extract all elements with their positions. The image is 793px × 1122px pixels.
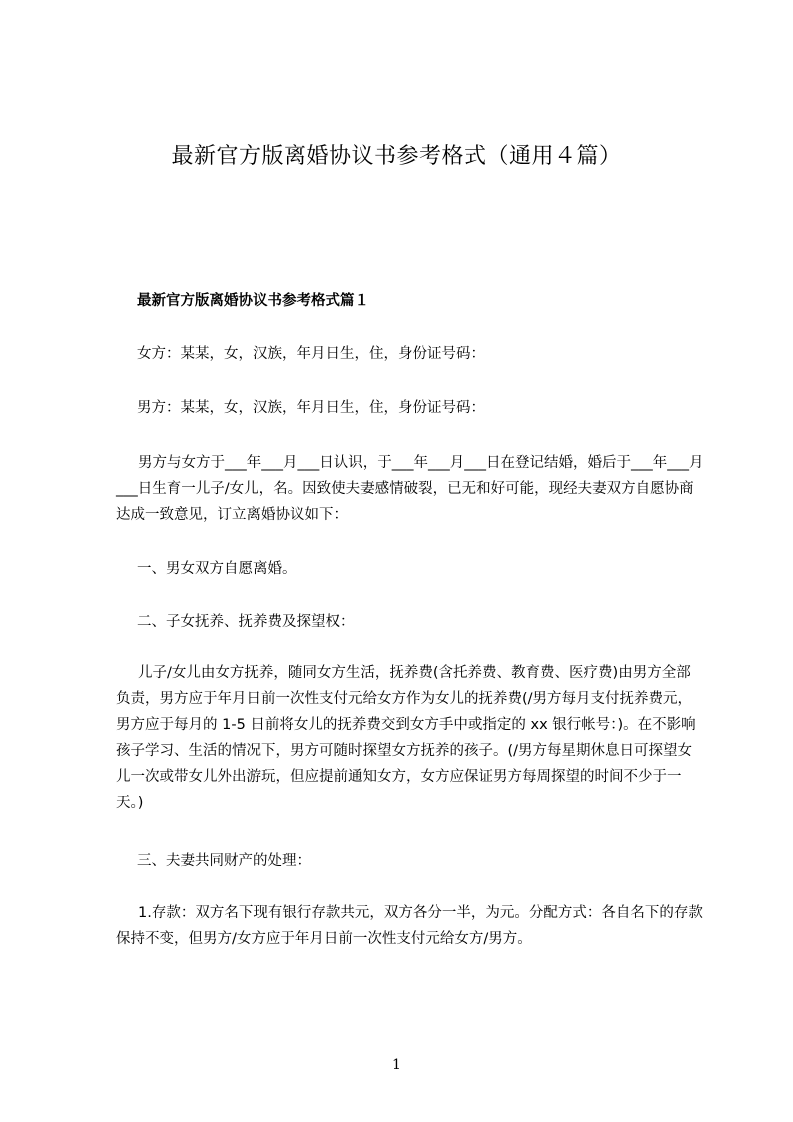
female-party-line: 女方：某某，女，汉族，年月日生，住，身份证号码： — [137, 346, 485, 362]
clause-one: 一、男女双方自愿离婚。 — [137, 561, 297, 577]
section-heading: 最新官方版离婚协议书参考格式篇１ — [137, 293, 369, 309]
clause-three-item-one: 1.存款：双方名下现有银行存款共元，双方各分一半，为元。分配方式：各自名下的存款保持不变，但男方/女方应于年月日前一次性支付元给女方/男方。 — [116, 905, 703, 947]
page-number: 1 — [392, 1057, 401, 1073]
clause-two-body: 儿子/女儿由女方抚养，随同女方生活，抚养费(含托养费、教育费、医疗费)由男方全部负责，男方应于年月日前一次性支付元给女方作为女儿的抚养费(/男方每月支付抚养费元，男方应于每月的 1-5 日前将女儿的抚养费交到女方手中或指定的 xx 银行帐号：)。在不影响孩子学习、生活的情况下，男方可随时探望女方抚养的孩子。(/男方每星期休息日可探望女儿一次或带女儿外出游玩，但应提前通知女方，女方应保证男方每周探望的时间不少于一天。) — [116, 665, 696, 811]
document-title: 最新官方版离婚协议书参考格式（通用４篇） — [171, 144, 622, 169]
intro-paragraph: 男方与女方于___年___月___日认识，于___年___月___日在登记结婚，婚后于___年___月___日生育一儿子/女儿，名。因致使夫妻感情破裂，已无和好可能，现经夫妻双方自愿协商达成一致意见，订立离婚协议如下： — [116, 455, 704, 523]
clause-three-heading: 三、夫妻共同财产的处理： — [137, 853, 311, 869]
clause-two-heading: 二、子女抚养、抚养费及探望权： — [137, 614, 355, 630]
male-party-line: 男方：某某，女，汉族，年月日生，住，身份证号码： — [137, 400, 485, 416]
